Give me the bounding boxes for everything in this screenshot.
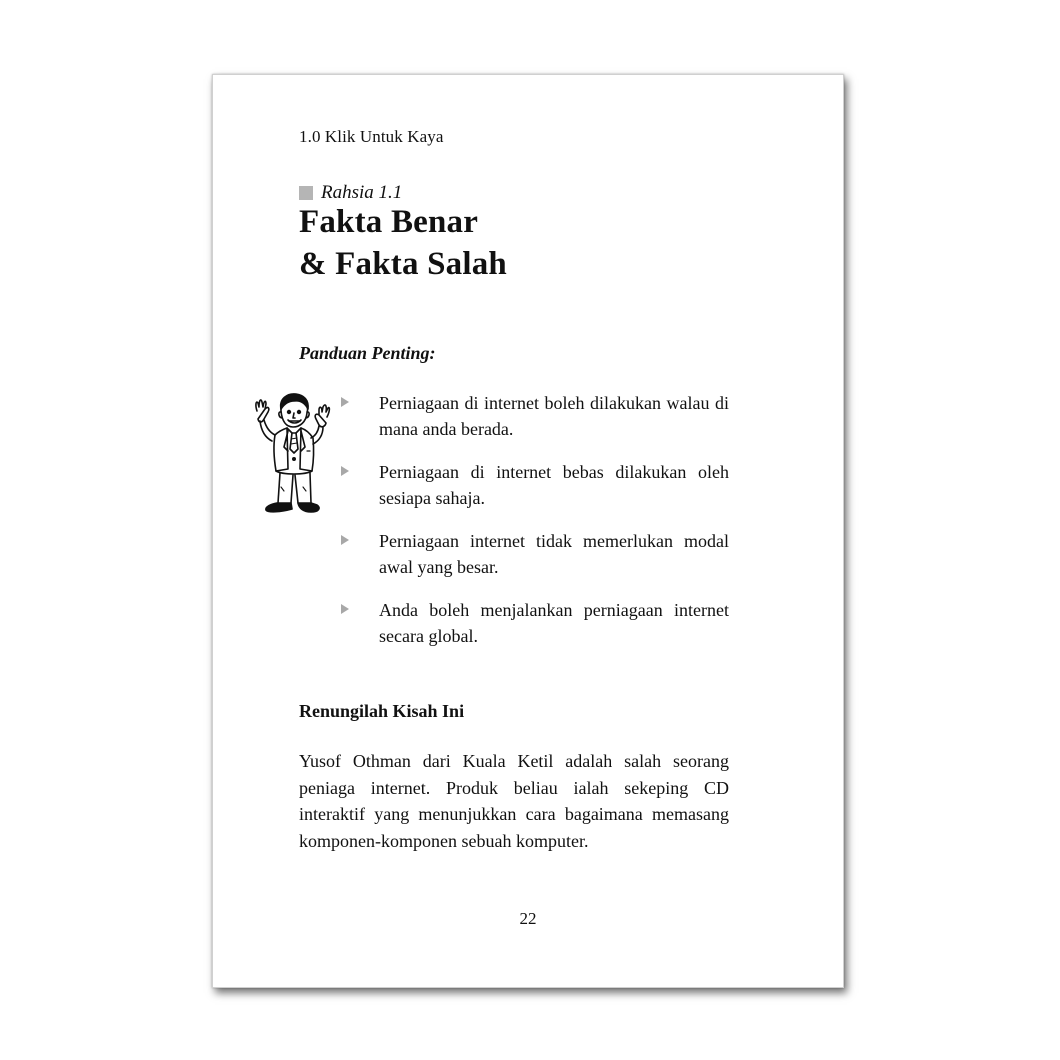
triangle-bullet-icon: [341, 466, 349, 476]
waving-man-illustration: [251, 391, 337, 517]
chapter-title-line-2: & Fakta Salah: [299, 246, 507, 282]
story-heading: Renungilah Kisah Ini: [299, 701, 465, 721]
guide-point-text: Perniagaan internet tidak memerlukan modal awal yang besar.: [379, 531, 729, 577]
square-marker-icon: [299, 186, 313, 200]
guide-heading: Panduan Penting:: [299, 343, 436, 363]
triangle-bullet-icon: [341, 535, 349, 545]
book-page: [212, 74, 844, 988]
guide-point-text: Anda boleh menjalankan perniagaan internet secara global.: [379, 600, 729, 646]
running-header: 1.0 Klik Untuk Kaya: [299, 127, 444, 146]
chapter-title: [299, 201, 507, 285]
page-number: 22: [519, 909, 537, 928]
guide-point-text: Perniagaan di internet bebas dilakukan oleh sesiapa sahaja.: [379, 462, 729, 508]
triangle-bullet-icon: [341, 397, 349, 407]
story-paragraph: Yusof Othman dari Kuala Ketil adalah salah seorang peniaga internet. Produk beliau ialah sekeping CD interaktif yang menunjukkan cara bagaimana memasang komponen-komponen sebuah komputer.: [299, 751, 729, 851]
chapter-title-line-1: Fakta Benar: [299, 204, 479, 240]
guide-point-text: Perniagaan di internet boleh dilakukan walau di mana anda berada.: [379, 393, 729, 439]
triangle-bullet-icon: [341, 604, 349, 614]
section-tag-label: Rahsia 1.1: [321, 182, 403, 203]
